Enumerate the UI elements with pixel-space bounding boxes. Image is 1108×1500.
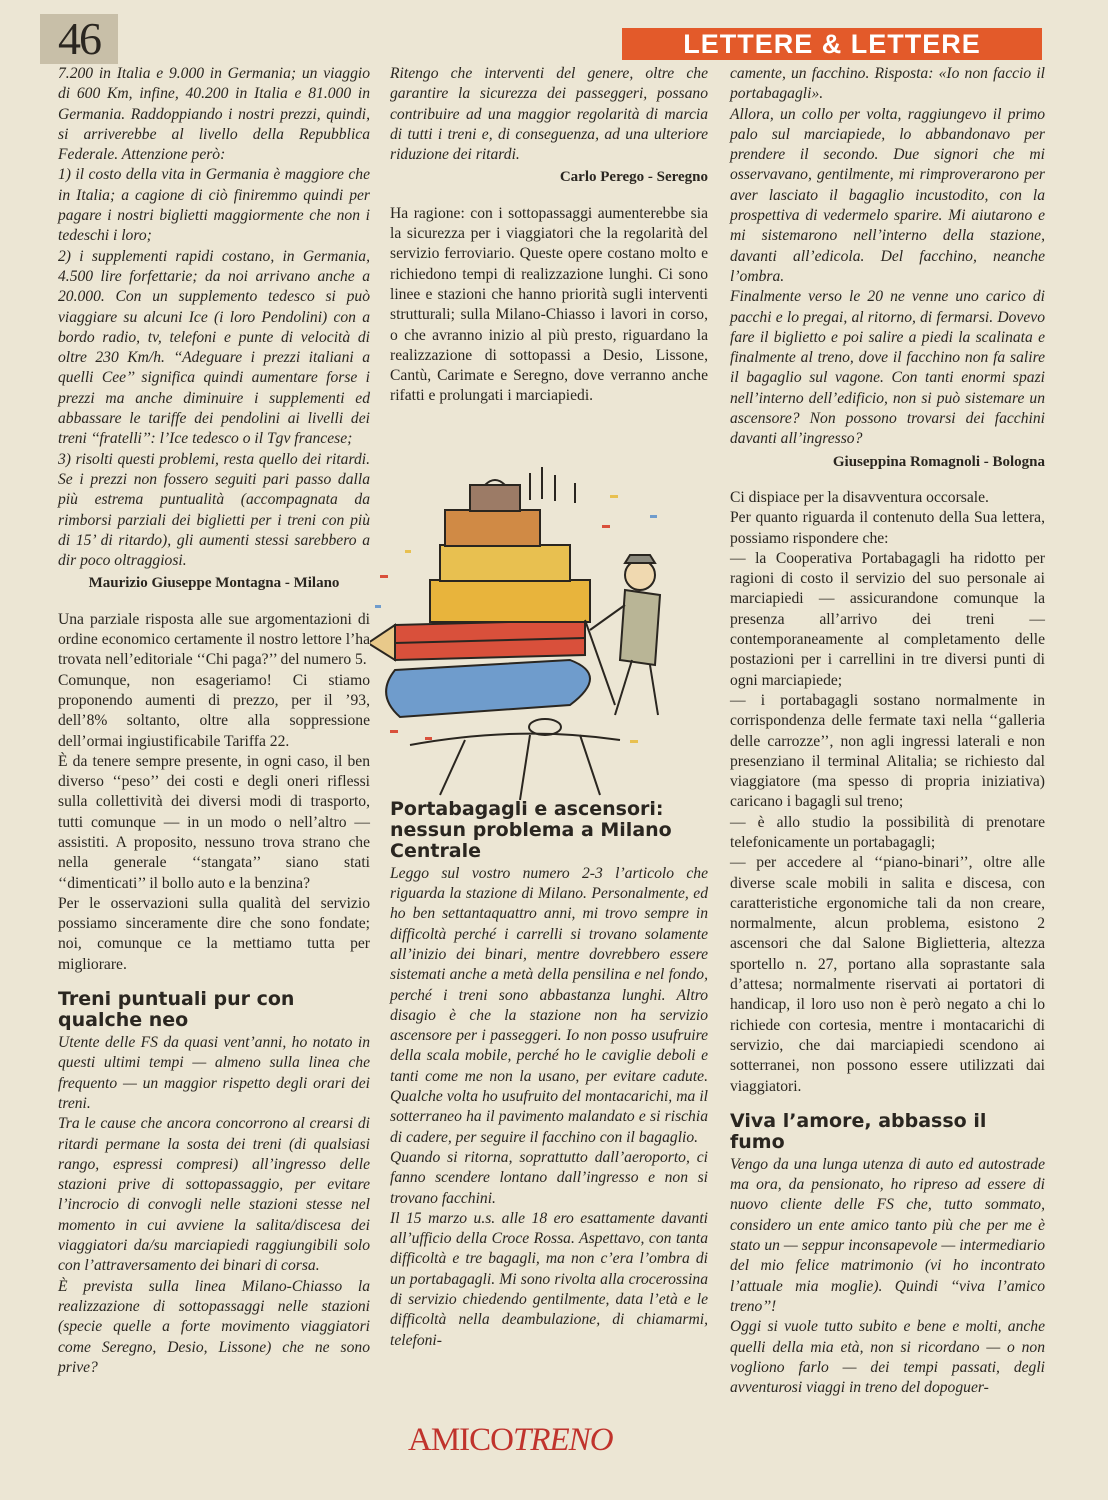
paragraph: 7.200 in Italia e 9.000 in Germania; un viaggio di 600 Km, infine, 40.200 in Italia e 81.000 in Germania. Raddoppiando i nostri prezzi, quindi, si arriverebbe al livello della Repubblica Federale. Attenzione però: bbox=[58, 65, 370, 164]
magazine-logo bbox=[408, 1422, 613, 1459]
headline: Portabagagli e ascensori: nessun problema a Milano Centrale bbox=[390, 797, 672, 862]
paragraph: 2) i supplementi rapidi costano, in Germania, 4.500 lire forfettarie; da noi arrivano anche a 20.000. Con un supplemento tedesco si può viaggiare su alcuni Ice (i loro Pendolini) con a bordo radio, tv, telefoni e punte di velocità di oltre 230 Km/h. ‘‘Adeguare i prezzi italiani a quelli Cee’’ significa quindi aumentare forse i prezzi ma anche diminuire i supplementi ed abbassare le tariffe dei pendolini ai livelli dei treni ‘‘fratelli’’: l’Ice tedesco o il Tgv francese; bbox=[58, 247, 370, 448]
paragraph: Per quanto riguarda il contenuto della Sua lettera, possiamo rispondere che: bbox=[730, 509, 1045, 547]
paragraph: Vengo da una lunga utenza di auto ed autostrade ma ora, da pensionato, ho ripreso ad essere di nuovo cliente delle FS che, tutto sommato, considero un ente amico tanto più che per me è stato un — seppur inconsapevole — intermediario del mio felice matrimonio (vi ho incontrato l’attuale mia moglie). Quindi ‘‘viva l’amico treno’’! bbox=[730, 1155, 1045, 1315]
paragraph: camente, un facchino. Risposta: «Io non faccio il portabagagli». bbox=[730, 65, 1045, 103]
luggage-cart-illustration bbox=[370, 455, 670, 810]
paragraph: — i portabagagli sostano normalmente in corrispondenza delle fermate taxi nella ‘‘galleria delle carrozze’’, non agli ingressi laterali e non presenziano il terminal Alitalia; se richiesto dal viaggiatore (ma spesso di propria iniziativa) caricano i bagagli sul treno; bbox=[730, 691, 1045, 811]
paragraph: Il 15 marzo u.s. alle 18 ero esattamente davanti all’ufficio della Croce Rossa. Aspettavo, con tanta difficoltà e tre bagagli, ma non c’era l’ombra di un portabagagli. Mi sono rivolta alla crocerossina di servizio chiedendo gentilmente, data l’età e le difficoltà nella deambulazione, di chiamarmi, telefoni- bbox=[390, 1209, 708, 1349]
paragraph: 1) il costo della vita in Germania è maggiore che in Italia; a cagione di ciò finiremmo quindi per pagare i nostri biglietti maggiormente che non i tedeschi i loro; bbox=[58, 166, 370, 245]
column-1 bbox=[58, 64, 370, 1378]
logo-part-treno: TRENO bbox=[513, 1422, 613, 1458]
paragraph: — per accedere al ‘‘piano-binari’’, oltre alle diverse scale mobili in salita e discesa, con caratteristiche ergonomiche tali da non creare, normalmente, alcun problema, esistono 2 ascensori che dal Salone Biglietteria, altezza sportello n. 27, portano alla soprastante sala d’attesa; normalmente riservati ai portatori di handicap, il loro uso non è però negato a chi lo richiede con cortesia, mentre i montacarichi di servizio, che dai marciapiedi scendono ai sotterranei, non possono essere utilizzati dai viaggiatori. bbox=[730, 854, 1045, 1095]
signature: Giuseppina Romagnoli - Bologna bbox=[832, 453, 1045, 470]
logo-part-amico: AMICO bbox=[408, 1422, 514, 1458]
paragraph: Leggo sul vostro numero 2-3 l’articolo che riguarda la stazione di Milano. Personalmente, ed ho ben settantaquattro anni, mi trovo sempre in difficoltà perché i carrelli si trovano solamente all’inizio dei binari, mentre dovrebbero essere sistemati anche a metà della pensilina e nel fondo, perché i treni sono abbastanza lunghi. Altro disagio è che la stazione non ha servizio ascensore per i passeggeri. Io non posso usufruire della scala mobile, perché ho le caviglie deboli e tanti come me non la usano, per evitare cadute. Qualche volta ho usufruito del montacarichi, ma il sotterraneo ha il pavimento malandato e si rischia di cadere, per seguire il facchino con il bagaglio. bbox=[390, 864, 708, 1146]
paragraph: Una parziale risposta alle sue argomentazioni di ordine economico certamente il nostro lettore l’ha trovata nell’editoriale ‘‘Chi paga?’’ del numero 5. bbox=[58, 610, 370, 669]
column-3 bbox=[730, 64, 1045, 1398]
paragraph: Ritengo che interventi del genere, oltre che garantire la sicurezza dei passeggeri, possano contribuire ad una maggior regolarità di marcia di tutti i treni e, di conseguenza, ad una ulteriore riduzione dei ritardi. bbox=[390, 65, 708, 164]
paragraph: Ha ragione: con i sottopassaggi aumenterebbe sia la sicurezza per i viaggiatori che la regolarità del servizio ferroviario. Queste opere costano molto e richiedono tempi di realizzazione lunghi. Ci sono linee e stazioni che hanno priorità sugli interventi strutturali; sulla Milano-Chiasso i lavori in corso, o che avranno inizio al più presto, riguardano la realizzazione di sottopassi a Desio, Lissone, Cantù, Carimate e Seregno, dove verranno anche rifatti e prolungati i marciapiedi. bbox=[390, 204, 708, 405]
paragraph: Per le osservazioni sulla qualità del servizio possiamo sinceramente dire che sono fondate; noi, comunque ce la mettiamo tutta per migliorare. bbox=[58, 894, 370, 973]
paragraph: Quando si ritorna, soprattutto dall’aeroporto, ci fanno scendere lontano dall’ingresso e non si trovano facchini. bbox=[390, 1148, 708, 1207]
headline: Treni puntuali pur con qualche neo bbox=[58, 988, 295, 1032]
paragraph: È prevista sulla linea Milano-Chiasso la realizzazione di sottopassaggi nelle stazioni (specie quelle a forte movimento viaggiatori come Seregno, Desio, Lissone) che ne sono prive? bbox=[58, 1277, 370, 1376]
paragraph: Ci dispiace per la disavventura occorsale. bbox=[730, 488, 989, 506]
paragraph: — è allo studio la possibilità di prenotare telefonicamente un portabagagli; bbox=[730, 813, 1045, 851]
paragraph: Comunque, non esageriamo! Ci stiamo proponendo aumenti di prezzo, per il ’93, dell’8% soltanto, oltre alla soppressione dell’ormai ingiustificabile Tariffa 22. bbox=[58, 671, 370, 750]
paragraph: Allora, un collo per volta, raggiungevo il primo palo sul marciapiede, lo abbandonavo per prendere il secondo. Due signori che mi osservavano, gentilmente, mi rimproverarono per aver lasciato il bagaglio incustodito, con la prospettiva di vedermelo sparire. Mi aiutarono e mi sistemarono nell’interno della stazione, davanti all’edicola. Del facchino, neanche l’ombra. bbox=[730, 105, 1045, 285]
headline: Viva l’amore, abbasso il fumo bbox=[730, 1109, 987, 1153]
paragraph: Oggi si vuole tutto subito e bene e molti, anche quelli della mia età, non si ricordano — o non vogliono farlo — dei tempi passati, degli avventurosi viaggi in treno del dopoguer- bbox=[730, 1318, 1045, 1397]
paragraph: Finalmente verso le 20 ne venne uno carico di pacchi e lo pregai, al ritorno, di fermarsi. Dovevo fare il biglietto e poi salire a piedi la scalinata e finalmente al treno, dove il facchino non fa salire il bagaglio sul vagone. Con tanti enormi spazi nell’interno dell’edificio, non si può sistemare un ascensore? Non possono trovarsi dei facchini davanti all’ingresso? bbox=[730, 288, 1045, 448]
section-banner: LETTERE & LETTERE bbox=[622, 28, 1042, 60]
paragraph: Utente delle FS da quasi vent’anni, ho notato in questi ultimi tempi — almeno sulla linea che frequento — un maggior rispetto degli orari dei treni. bbox=[58, 1034, 370, 1112]
paragraph: — la Cooperativa Portabagagli ha ridotto per ragioni di costo il servizio del suo personale ai marciapiedi — assicurandone comunque la presenza all’arrivo dei treni — contemporaneamente al completamento delle postazioni per i carrellini in tre diversi punti di ogni marciapiede; bbox=[730, 549, 1045, 689]
signature: Maurizio Giuseppe Montagna - Milano bbox=[88, 575, 340, 592]
page-number: 46 bbox=[40, 14, 118, 64]
paragraph: 3) risolti questi problemi, resta quello dei ritardi. Se i prezzi non fossero seguiti pari passo dalla più estrema puntualità (accompagnata da rimborsi parziali dei biglietti per i treni con più di 15’ di ritardo), gli aumenti stessi sarebbero a dir poco oltraggiosi. bbox=[58, 450, 370, 570]
paragraph: Tra le cause che ancora concorrono al crearsi di ritardi permane la sosta dei treni (di qualsiasi rango, espressi compresi) all’ingresso delle stazioni prive di sottopassaggio, per evitare l’incrocio di convogli nelle stazioni stesse nel momento in cui avviene la salita/discesa dei viaggiatori da/su marciapiedi raggiungibili solo con l’attraversamento dei binari di corsa. bbox=[58, 1115, 370, 1275]
paragraph: È da tenere sempre presente, in ogni caso, il ben diverso ‘‘peso’’ dei costi e degli oneri riflessi sulla collettività dei diversi modi di trasporto, tutti comunque — in un modo o nell’altro — assistiti. A proposito, nessuno trova strano che nella generale ‘‘stangata’’ siano stati ‘‘dimenticati’’ il bollo auto e la benzina? bbox=[58, 752, 370, 892]
signature: Carlo Perego - Seregno bbox=[559, 169, 708, 186]
